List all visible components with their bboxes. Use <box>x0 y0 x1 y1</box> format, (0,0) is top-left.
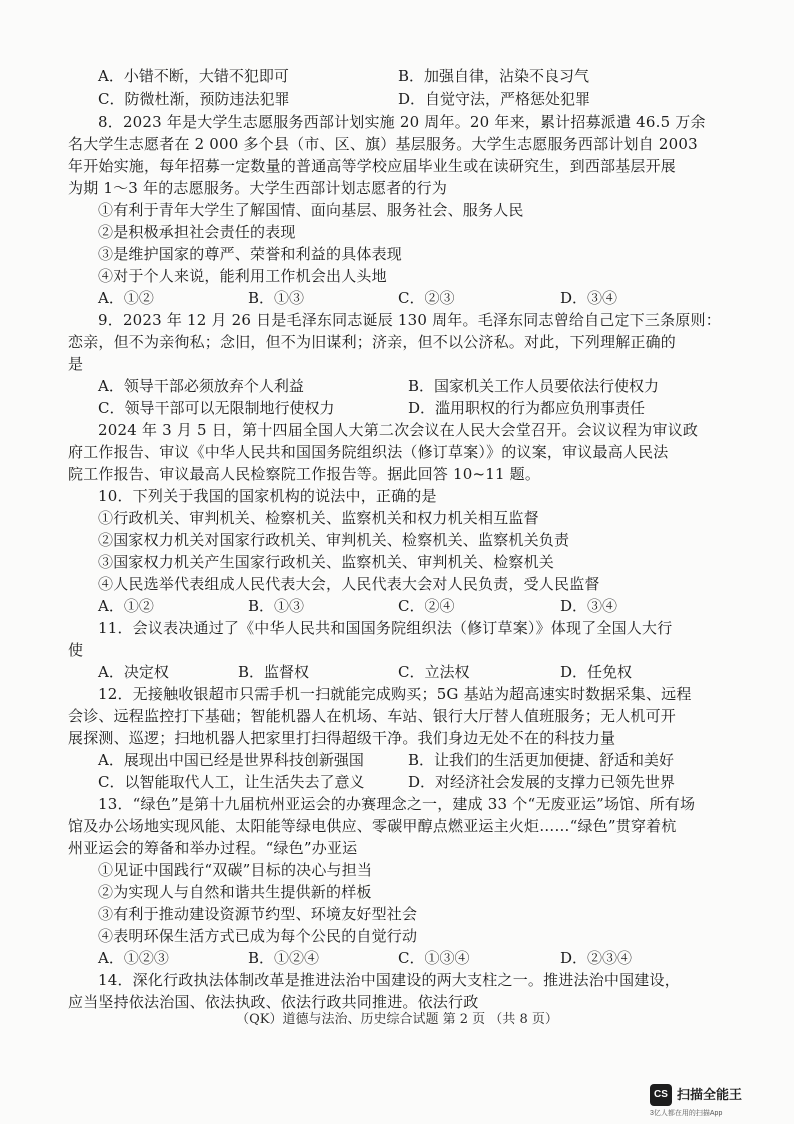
q13-item: ②为实现人与自然和谐共生提供新的样板 <box>98 883 372 901</box>
q11-option-a: A．决定权 <box>98 663 169 681</box>
q8-item: ④对于个人来说，能利用工作机会出人头地 <box>98 267 387 285</box>
q8-stem-line: 年开始实施，每年招募一定数量的普通高等学校应届毕业生或在读研究生，到西部基层开展 <box>68 157 677 175</box>
q12-option-a: A．展现出中国已经是世界科技创新强国 <box>98 751 364 769</box>
q13-item: ③有利于推动建设资源节约型、环境友好型社会 <box>98 905 418 923</box>
q9-option-c: C．领导干部可以无限制地行使权力 <box>98 399 335 417</box>
q12-option-c: C．以智能取代人工，让生活失去了意义 <box>98 773 365 791</box>
q10-option-d: D．③④ <box>560 597 618 615</box>
q10-option-c: C．②④ <box>398 597 455 615</box>
q8-option-c: C．②③ <box>398 289 455 307</box>
q8-item: ②是积极承担社会责任的表现 <box>98 223 296 241</box>
q9-option-b: B．国家机关工作人员要依法行使权力 <box>408 377 660 395</box>
q13-item: ①见证中国践行“双碳”目标的决心与担当 <box>98 861 373 879</box>
watermark-title: 扫描全能王 <box>677 1087 743 1102</box>
q12-stem-line: 会诊、远程监控打下基础；智能机器人在机场、车站、银行大厅替人值班服务；无人机可开 <box>68 707 677 725</box>
q11-option-c: C．立法权 <box>398 663 470 681</box>
q13-stem-line: 馆及办公场地实现风能、太阳能等绿电供应、零碳甲醇点燃亚运主火炬……“绿色”贯穿着杭 <box>68 817 677 835</box>
q8-item: ③是维护国家的尊严、荣誉和利益的具体表现 <box>98 245 403 263</box>
q12-stem-line: 展探测、巡逻；扫地机器人把家里打扫得超级干净。我们身边无处不在的科技力量 <box>68 729 616 747</box>
q10-item: ④人民选举代表组成人民代表大会，人民代表大会对人民负责，受人民监督 <box>98 575 600 593</box>
q9-stem-line: 恋亲，但不为亲徇私；念旧，但不为旧谋利；济亲，但不以公济私。对此，下列理解正确的 <box>68 333 677 351</box>
q10-item: ①行政机关、审判机关、检察机关、监察机关和权力机关相互监督 <box>98 509 539 527</box>
material-line: 府工作报告、审议《中华人民共和国国务院组织法（修订草案）》的议案，审议最高人民法 <box>68 443 669 461</box>
q12-option-b: B．让我们的生活更加便捷、舒适和美好 <box>408 751 675 769</box>
q7-option-a: A．小错不断，大错不犯即可 <box>98 67 289 85</box>
scanner-watermark <box>650 1082 780 1116</box>
q13-option-a: A．①②③ <box>98 949 169 967</box>
q11-stem-line: 使 <box>68 641 84 659</box>
q9-option-a: A．领导干部必须放弃个人利益 <box>98 377 304 395</box>
page-footer: （QK）道德与法治、历史综合试题 第 2 页 （共 8 页） <box>236 1012 558 1027</box>
material-line: 2024 年 3 月 5 日，第十四届全国人大第二次会议在人民大会堂召开。会议议程为审议政 <box>98 421 699 439</box>
q13-item: ④表明环保生活方式已成为每个公民的自觉行动 <box>98 927 418 945</box>
q7-option-b: B．加强自律，沾染不良习气 <box>398 67 590 85</box>
q13-option-d: D．②③④ <box>560 949 633 967</box>
q10-item: ③国家权力机关产生国家行政机关、监察机关、审判机关、检察机关 <box>98 553 555 571</box>
q13-stem-line: 州亚运会的筹备和举办过程。“绿色”办亚运 <box>68 839 358 857</box>
q8-option-b: B．①③ <box>248 289 305 307</box>
q8-option-a: A．①② <box>98 289 154 307</box>
q14-stem-line: 14．深化行政执法体制改革是推进法治中国建设的两大支柱之一。推进法治中国建设， <box>98 971 680 989</box>
q8-item: ①有利于青年大学生了解国情、面向基层、服务社会、服务人民 <box>98 201 524 219</box>
q11-option-d: D．任免权 <box>560 663 633 681</box>
q8-stem-line: 为期 1～3 年的志愿服务。大学生西部计划志愿者的行为 <box>68 179 448 197</box>
q10-option-a: A．①② <box>98 597 154 615</box>
q8-stem-line: 名大学生志愿者在 2 000 多个县（市、区、旗）基层服务。大学生志愿服务西部计划自 2003 <box>68 135 698 153</box>
q9-option-d: D．滥用职权的行为都应负刑事责任 <box>408 399 646 417</box>
q9-stem-line: 9．2023 年 12 月 26 日是毛泽东同志诞辰 130 周年。毛泽东同志曾给自己定下三条原则： <box>98 311 721 329</box>
q8-option-d: D．③④ <box>560 289 618 307</box>
q10-stem: 10．下列关于我国的国家机构的说法中，正确的是 <box>98 487 437 505</box>
q8-stem-line: 8．2023 年是大学生志愿服务西部计划实施 20 周年。20 年来，累计招募派遣 46.5 万余 <box>98 113 706 131</box>
material-line: 院工作报告、审议最高人民检察院工作报告等。据此回答 10~11 题。 <box>68 465 541 483</box>
q7-option-d: D．自觉守法，严格惩处犯罪 <box>398 90 591 108</box>
q10-item: ②国家权力机关对国家行政机关、审判机关、检察机关、监察机关负责 <box>98 531 570 549</box>
q13-option-c: C．①③④ <box>398 949 470 967</box>
q13-stem-line: 13．“绿色”是第十九届杭州亚运会的办赛理念之一，建成 33 个“无废亚运”场馆、所有场 <box>98 795 696 813</box>
q11-stem-line: 11．会议表决通过了《中华人民共和国国务院组织法（修订草案）》体现了全国人大行 <box>98 619 673 637</box>
q11-option-b: B．监督权 <box>238 663 310 681</box>
q7-option-c: C．防微杜渐，预防违法犯罪 <box>98 90 290 108</box>
q10-option-b: B．①③ <box>248 597 305 615</box>
q9-stem-line: 是 <box>68 355 84 373</box>
q12-option-d: D．对经济社会发展的支撑力已领先世界 <box>408 773 676 791</box>
q14-stem-line: 应当坚持依法治国、依法执政、依法行政共同推进。依法行政 <box>68 993 479 1011</box>
q13-option-b: B．①②④ <box>248 949 320 967</box>
camscanner-logo-icon: CS <box>650 1084 672 1106</box>
q12-stem-line: 12．无接触收银超市只需手机一扫就能完成购买；5G 基站为超高速实时数据采集、远程 <box>98 685 692 703</box>
watermark-subtitle: 3亿人都在用的扫描App <box>650 1110 723 1117</box>
